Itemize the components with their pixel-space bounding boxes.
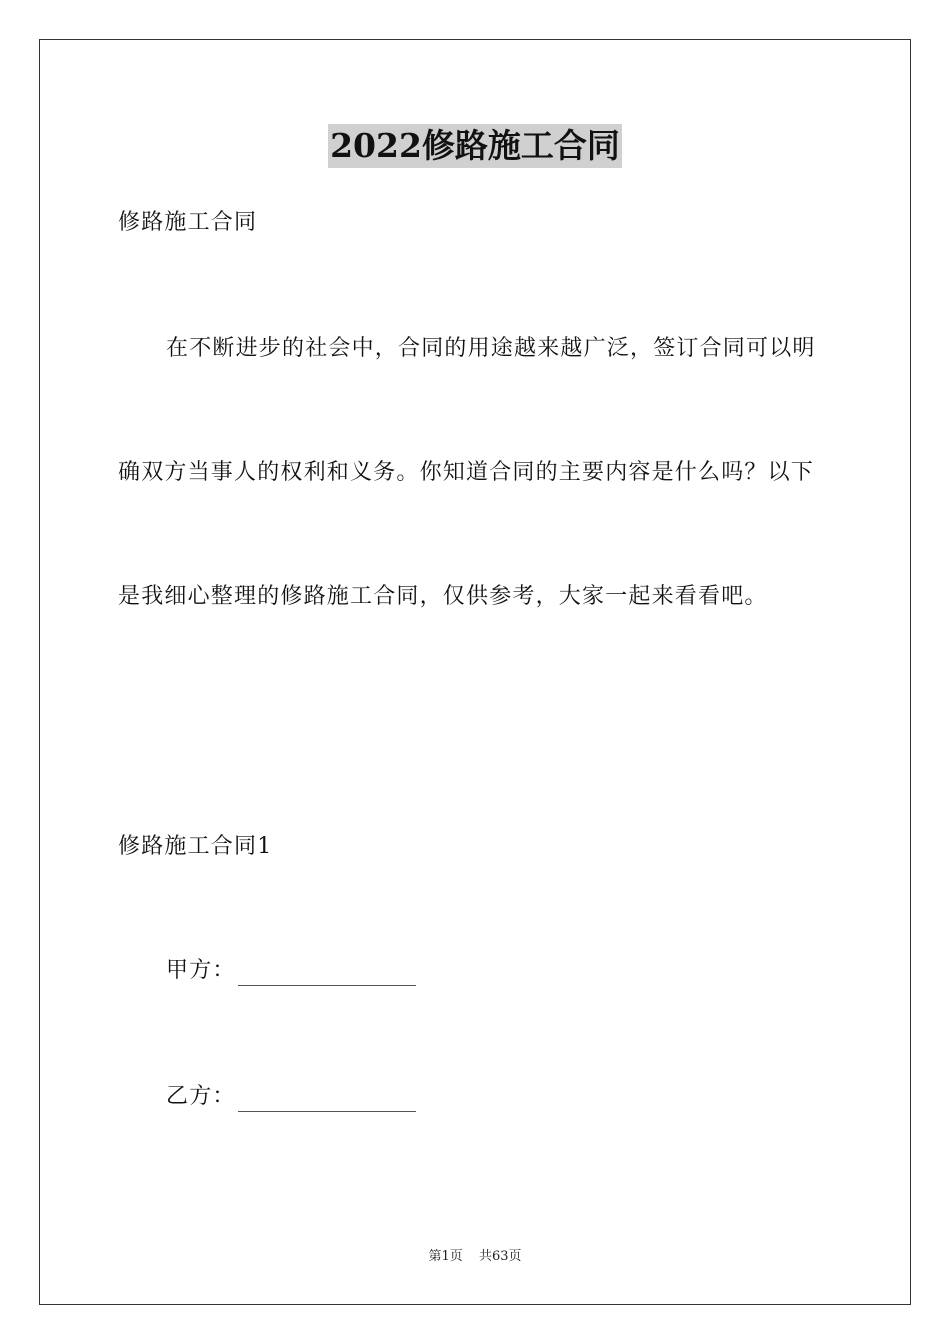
party-b-label: 乙方： bbox=[166, 1084, 236, 1109]
intro-line-2: 确双方当事人的权利和义务。你知道合同的主要内容是什么吗？以下 bbox=[118, 460, 815, 485]
party-b-row bbox=[166, 1082, 416, 1112]
intro-line-3: 是我细心整理的修路施工合同，仅供参考，大家一起来看看吧。 bbox=[118, 584, 768, 609]
document-subtitle: 修路施工合同 bbox=[118, 210, 258, 235]
intro-line-1: 在不断进步的社会中，合同的用途越来越广泛，签订合同可以明 bbox=[166, 336, 816, 361]
party-a-blank bbox=[238, 961, 416, 986]
document-title: 2022修路施工合同 bbox=[328, 124, 622, 168]
page-footer bbox=[0, 1248, 950, 1266]
section-heading: 修路施工合同1 bbox=[118, 834, 273, 859]
document-title-wrapper bbox=[0, 124, 950, 168]
party-a-label: 甲方： bbox=[166, 958, 236, 983]
page-number-total: 共63页 bbox=[478, 1249, 522, 1264]
party-a-row bbox=[166, 956, 416, 986]
party-b-blank bbox=[238, 1087, 416, 1112]
page-number-current: 第1页 bbox=[428, 1249, 463, 1264]
